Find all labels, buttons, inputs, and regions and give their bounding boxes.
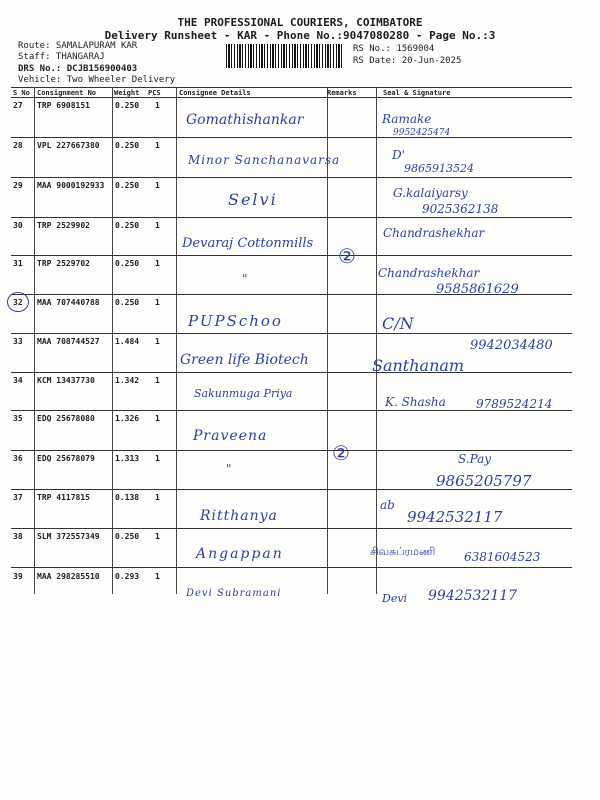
row-pcs: 1 xyxy=(155,259,160,268)
header-bottom-rule xyxy=(11,97,572,98)
row-pcs: 1 xyxy=(155,493,160,502)
row-remarks: ② xyxy=(332,441,350,465)
row-rule xyxy=(11,333,572,334)
col-header-sno: S No xyxy=(13,89,30,97)
row-consignment: EDQ 25678080 xyxy=(37,414,95,423)
col-header-consignment: Consignment No xyxy=(37,89,97,97)
row-weight: 0.250 xyxy=(115,101,140,110)
row-pcs: 1 xyxy=(155,101,160,110)
row-weight: 0.250 xyxy=(115,532,140,541)
row-sno: 35 xyxy=(13,414,23,423)
row-consignee: Angappan xyxy=(196,546,284,562)
drs-number: DRS No.: DCJB156900403 xyxy=(18,64,138,74)
row-signature: C/N xyxy=(382,314,414,333)
row-signature-phone: 9585861629 xyxy=(436,282,519,297)
vehicle-label: Vehicle: Two Wheeler Delivery xyxy=(18,75,176,85)
col-header-pcs: PCS xyxy=(148,89,161,97)
row-signature: G.kalaiyarsy xyxy=(393,186,468,200)
row-consignee: " xyxy=(226,462,232,476)
row-rule xyxy=(11,567,572,568)
row-consignee: PUPSchoo xyxy=(188,312,283,330)
barcode xyxy=(226,44,342,68)
row-signature: Santhanam xyxy=(372,356,465,375)
row-sno: 31 xyxy=(13,259,23,268)
row-signature-phone: 9025362138 xyxy=(422,202,499,216)
row-signature: D' xyxy=(392,148,405,162)
row-weight: 0.293 xyxy=(115,572,140,581)
row-weight: 1.484 xyxy=(115,337,140,346)
row-sno: 37 xyxy=(13,493,23,502)
row-weight: 0.250 xyxy=(115,259,140,268)
row-signature: Ramake xyxy=(382,112,432,126)
row-consignment: SLM 372557349 xyxy=(37,532,100,541)
row-consignee: " xyxy=(242,272,248,286)
row-signature-phone: 9942532117 xyxy=(428,588,518,604)
col-header-weight: Weight xyxy=(114,89,140,97)
row-consignment: TRP 2529902 xyxy=(37,221,90,230)
row-weight: 0.250 xyxy=(115,221,140,230)
row-consignment: MAA 9000192933 xyxy=(37,181,105,190)
row-signature-phone: 9952425474 xyxy=(393,128,451,138)
row-rule xyxy=(11,372,572,373)
row-consignee: Devaraj Cottonmills xyxy=(182,236,314,251)
row-remarks: ② xyxy=(338,244,356,268)
row-weight: 1.326 xyxy=(115,414,140,423)
row-signature: K. Shasha xyxy=(385,395,446,409)
faded-stamp-mark xyxy=(60,428,180,444)
staff-label: Staff: THANGARAJ xyxy=(18,52,105,62)
row-sno: 39 xyxy=(13,572,23,581)
row-signature-phone: 6381604523 xyxy=(464,550,541,564)
row-weight: 1.342 xyxy=(115,376,140,385)
rs-number: RS No.: 1569004 xyxy=(353,44,435,54)
row-consignee: Sakunmuga Priya xyxy=(194,387,293,400)
row-signature-phone: 9865205797 xyxy=(436,472,532,490)
row-pcs: 1 xyxy=(155,532,160,541)
row-pcs: 1 xyxy=(155,337,160,346)
row-signature: Chandrashekhar xyxy=(378,266,480,280)
row-consignment: MAA 708744527 xyxy=(37,337,100,346)
row-pcs: 1 xyxy=(155,572,160,581)
row-pcs: 1 xyxy=(155,454,160,463)
row-consignee: Gomathishankar xyxy=(186,112,304,128)
runsheet-subtitle: Delivery Runsheet - KAR - Phone No.:9047080280 - Page No.:3 xyxy=(104,29,496,42)
row-pcs: 1 xyxy=(155,181,160,190)
row-consignee: Minor Sanchanavarsa xyxy=(188,153,341,167)
row-signature-phone: 9865913524 xyxy=(404,162,474,175)
col-divider xyxy=(112,87,113,594)
row-signature: ab xyxy=(380,498,395,512)
row-consignee: Ritthanya xyxy=(200,508,278,524)
col-header-seal: Seal & Signature xyxy=(383,89,451,97)
row-signature: சிவசுப்ரமணி xyxy=(370,545,436,558)
row-consignment: EDQ 25678079 xyxy=(37,454,95,463)
row-sno: 27 xyxy=(13,101,23,110)
row-pcs: 1 xyxy=(155,298,160,307)
row-signature: Devi xyxy=(382,592,408,605)
row-consignment: MAA 298285510 xyxy=(37,572,100,581)
row-sno: 29 xyxy=(13,181,23,190)
row-pcs: 1 xyxy=(155,376,160,385)
row-consignment: TRP 4117815 xyxy=(37,493,90,502)
row-consignment: TRP 6908151 xyxy=(37,101,90,110)
row-consignee: Green life Biotech xyxy=(180,352,309,368)
company-title: THE PROFESSIONAL COURIERS, COIMBATORE xyxy=(177,16,423,29)
row-consignee: Devi Subramani xyxy=(186,588,282,599)
row-sno: 33 xyxy=(13,337,23,346)
row-sno: 32 xyxy=(13,298,23,307)
row-rule xyxy=(11,177,572,178)
col-divider xyxy=(34,87,35,594)
table-top-rule xyxy=(11,87,572,88)
row-weight: 0.250 xyxy=(115,141,140,150)
row-sno: 34 xyxy=(13,376,23,385)
row-consignment: MAA 707440788 xyxy=(37,298,100,307)
row-rule xyxy=(11,450,572,451)
row-sno: 28 xyxy=(13,141,23,150)
row-sno: 38 xyxy=(13,532,23,541)
row-pcs: 1 xyxy=(155,221,160,230)
col-header-remarks: Remarks xyxy=(327,89,357,97)
row-rule xyxy=(11,137,572,138)
row-signature-phone: 9942034480 xyxy=(470,338,553,353)
row-rule xyxy=(11,528,572,529)
row-sno: 30 xyxy=(13,221,23,230)
col-header-consignee: Consignee Details xyxy=(179,89,251,97)
row-signature-phone: 9789524214 xyxy=(476,397,553,411)
row-consignee: Selvi xyxy=(228,190,278,209)
row-pcs: 1 xyxy=(155,414,160,423)
row-consignment: VPL 227667380 xyxy=(37,141,100,150)
row-pcs: 1 xyxy=(155,141,160,150)
row-consignment: KCM 13437730 xyxy=(37,376,95,385)
row-rule xyxy=(11,217,572,218)
route-label: Route: SAMALAPURAM KAR xyxy=(18,41,138,51)
col-divider xyxy=(176,87,177,594)
row-circle-mark xyxy=(7,292,29,312)
row-rule xyxy=(11,255,572,256)
col-divider xyxy=(376,87,377,594)
row-signature: Chandrashekhar xyxy=(383,226,485,240)
row-weight: 0.250 xyxy=(115,298,140,307)
row-signature: S.Pay xyxy=(458,452,492,466)
row-weight: 1.313 xyxy=(115,454,140,463)
row-consignee: Praveena xyxy=(193,428,268,444)
bracket-mark xyxy=(327,418,328,472)
row-signature-phone: 9942532117 xyxy=(407,508,503,526)
row-consignment: TRP 2529702 xyxy=(37,259,90,268)
row-weight: 0.250 xyxy=(115,181,140,190)
rs-date: RS Date: 20-Jun-2025 xyxy=(353,56,462,66)
row-weight: 0.138 xyxy=(115,493,140,502)
row-sno: 36 xyxy=(13,454,23,463)
